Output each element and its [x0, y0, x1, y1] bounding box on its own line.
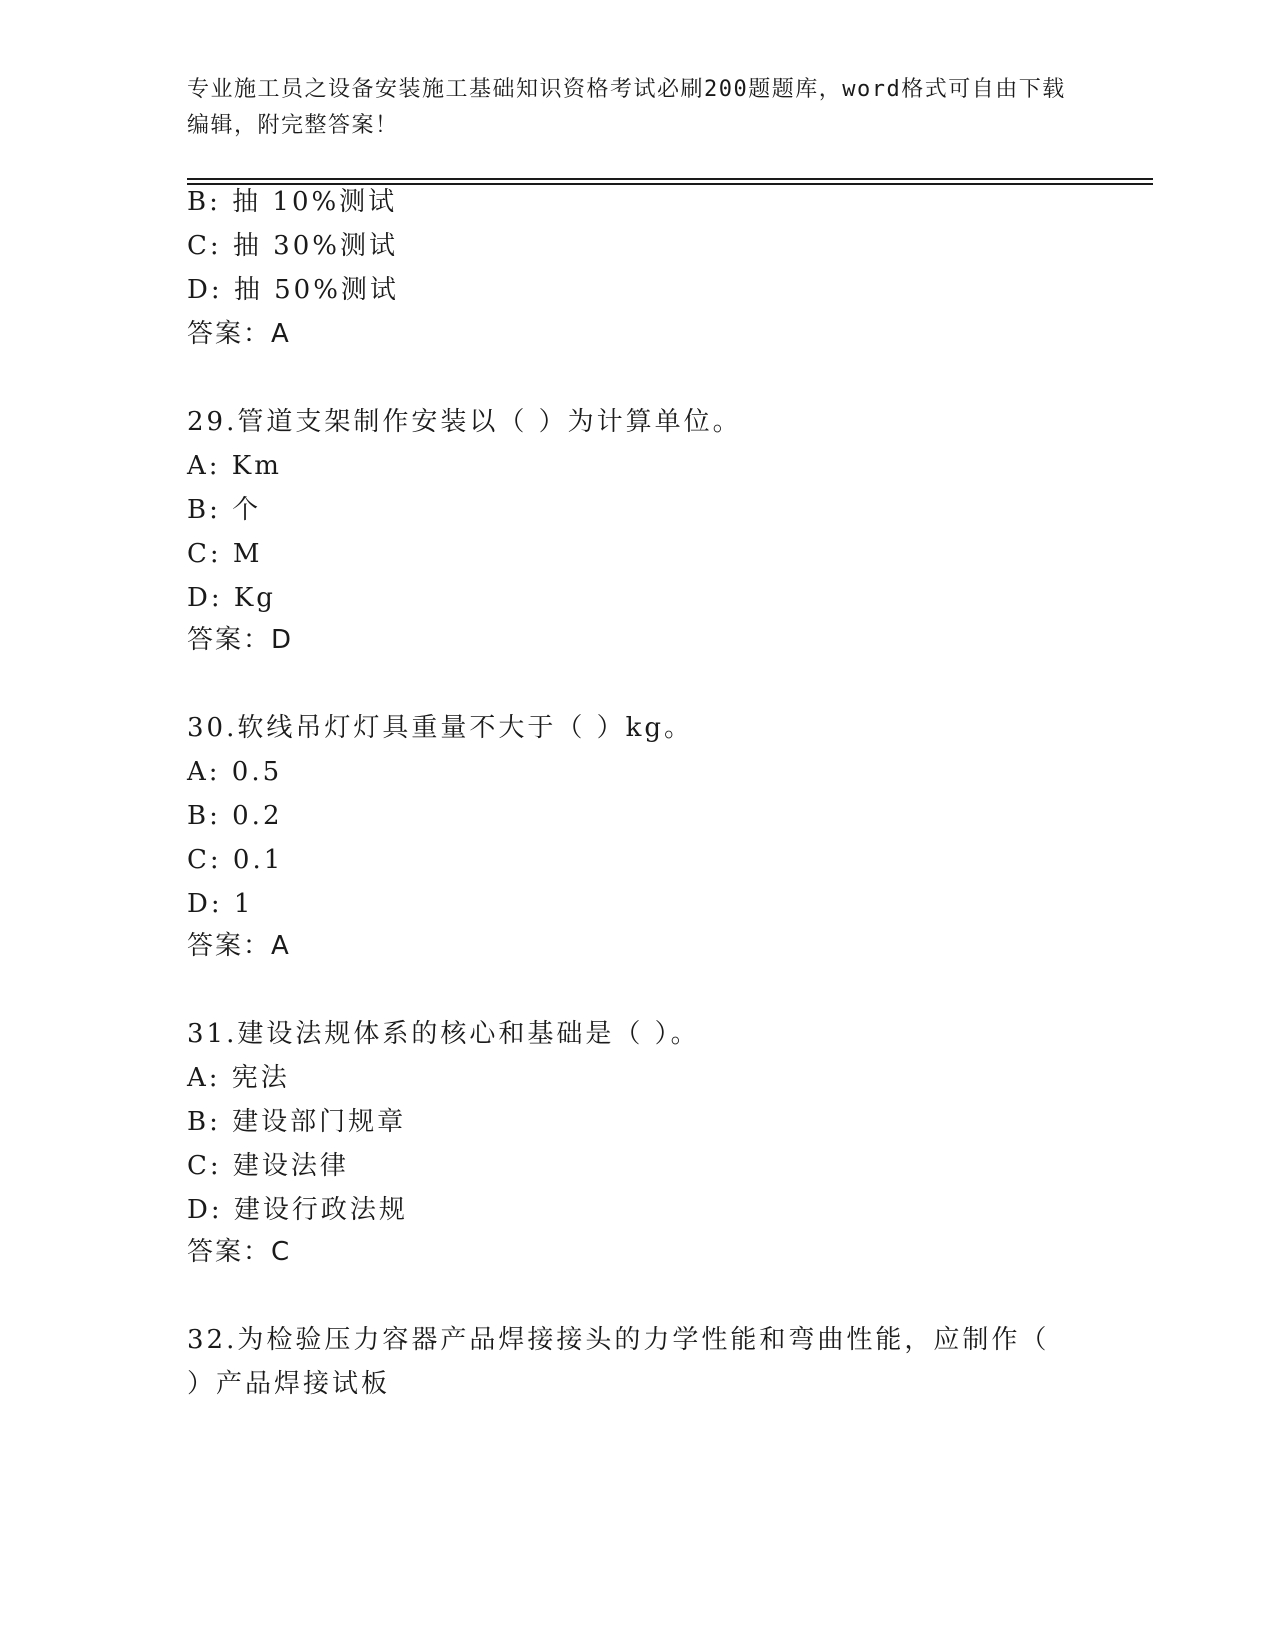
answer-label: 答案： [187, 625, 272, 655]
question-30: 30.软线吊灯灯具重量不大于（ ）kg。 [187, 713, 694, 743]
option-a: A: Km [187, 451, 282, 481]
option-c: C: 抽 30%测试 [187, 231, 398, 261]
answer-line [187, 316, 291, 352]
option-b: B: 抽 10%测试 [187, 187, 398, 217]
option-d: D: Kg [187, 583, 276, 613]
answer-value: D [271, 625, 294, 655]
option-d: D: 抽 50%测试 [187, 275, 399, 305]
answer-line [187, 928, 291, 964]
option-b: B: 个 [187, 495, 262, 525]
answer-label: 答案： [187, 931, 272, 961]
option-a: A: 0.5 [187, 757, 283, 787]
option-a: A: 宪法 [187, 1063, 290, 1093]
option-d: D: 1 [187, 889, 254, 919]
option-c: C: 建设法律 [187, 1151, 349, 1181]
answer-value: C [271, 1237, 292, 1267]
option-d: D: 建设行政法规 [187, 1195, 408, 1225]
option-b: B: 0.2 [187, 801, 283, 831]
answer-value: A [271, 931, 291, 961]
question-29: 29.管道支架制作安装以（ ）为计算单位。 [187, 407, 742, 437]
question-31: 31.建设法规体系的核心和基础是（ ）。 [187, 1019, 700, 1049]
document-header [187, 72, 1067, 144]
answer-label: 答案： [187, 319, 272, 349]
option-c: C: M [187, 539, 263, 569]
header-text: 专业施工员之设备安装施工基础知识资格考试必刷200题题库，word格式可自由下载编辑，附完整答案！ [187, 77, 1066, 138]
answer-line [187, 1234, 291, 1270]
option-b: B: 建设部门规章 [187, 1107, 407, 1137]
header-divider-top [187, 178, 1153, 180]
question-32: 32.为检验压力容器产品焊接接头的力学性能和弯曲性能，应制作（ [187, 1325, 1050, 1355]
question-32-continued: ）产品焊接试板 [187, 1369, 391, 1399]
option-c: C: 0.1 [187, 845, 284, 875]
answer-value: A [271, 319, 291, 349]
answer-label: 答案： [187, 1237, 272, 1267]
answer-line [187, 622, 293, 658]
